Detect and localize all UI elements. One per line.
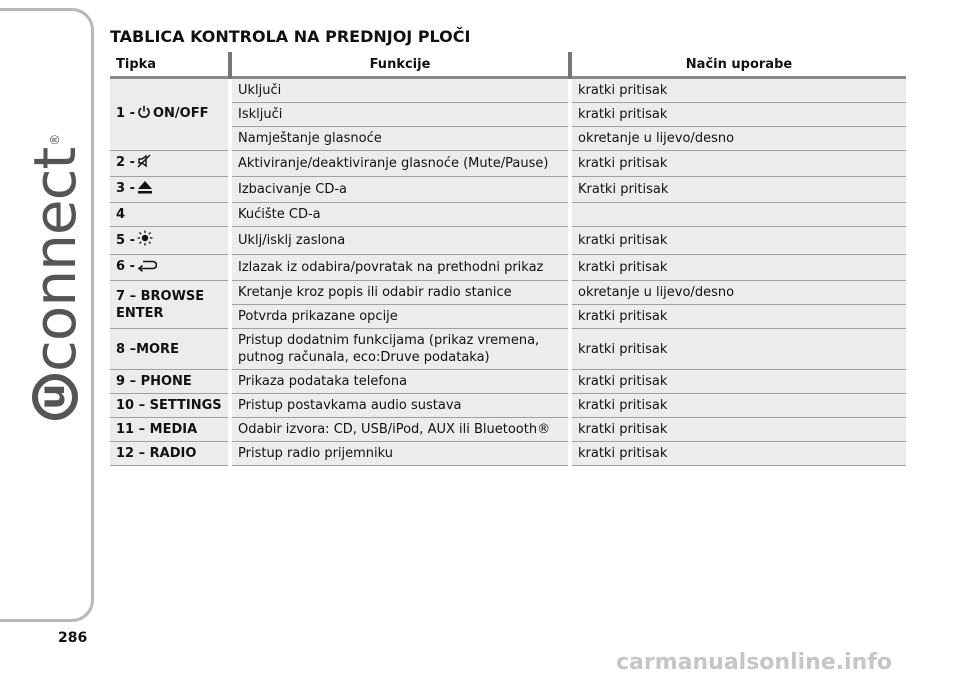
usage-cell: kratki pritisak (570, 394, 906, 418)
function-cell: Odabir izvora: CD, USB/iPod, AUX ili Bluetooth® (230, 418, 570, 442)
function-cell: Pristup dodatnim funkcijama (prikaz vremena, putnog računala, eco:Druve podataka) (230, 329, 570, 370)
key-label: 3 - (116, 181, 135, 196)
table-row (110, 255, 906, 281)
key-cell (110, 418, 230, 442)
usage-cell: kratki pritisak (570, 78, 906, 103)
function-cell: Potvrda prikazane opcije (230, 305, 570, 329)
key-label: 5 - (116, 233, 135, 248)
key-cell (110, 255, 230, 281)
usage-cell: okretanje u lijevo/desno (570, 281, 906, 305)
table-row (110, 442, 906, 466)
key-cell (110, 442, 230, 466)
table-row (110, 305, 906, 329)
function-cell: Aktiviranje/deaktiviranje glasnoće (Mute/Pause) (230, 151, 570, 177)
power-icon (137, 105, 151, 124)
table-row (110, 418, 906, 442)
usage-cell: kratki pritisak (570, 151, 906, 177)
key-label: 9 – PHONE (116, 374, 192, 389)
table-row (110, 227, 906, 255)
key-suffix: ON/OFF (152, 106, 209, 121)
key-label: 6 - (116, 259, 135, 274)
usage-cell: kratki pritisak (570, 418, 906, 442)
page-number: 286 (58, 630, 88, 646)
table-row (110, 281, 906, 305)
table-row (110, 151, 906, 177)
key-label: 1 - (116, 106, 135, 121)
function-cell: Pristup postavkama audio sustava (230, 394, 570, 418)
usage-cell: kratki pritisak (570, 305, 906, 329)
function-cell: Izlazak iz odabira/povratak na prethodni prikaz (230, 255, 570, 281)
function-cell: Uključi (230, 78, 570, 103)
usage-cell: kratki pritisak (570, 329, 906, 370)
key-label: 12 – RADIO (116, 446, 197, 461)
key-cell (110, 394, 230, 418)
function-cell: Kućište CD-a (230, 203, 570, 227)
header-nacin-uporabe: Način uporabe (570, 52, 906, 78)
function-cell: Izbacivanje CD-a (230, 177, 570, 203)
table-row (110, 177, 906, 203)
key-cell (110, 177, 230, 203)
key-cell (110, 78, 230, 151)
eject-icon (137, 180, 153, 199)
table-row (110, 78, 906, 103)
usage-cell: kratki pritisak (570, 255, 906, 281)
key-cell (110, 329, 230, 370)
page-title: TABLICA KONTROLA NA PREDNJOJ PLOČI (110, 27, 471, 46)
table-row (110, 103, 906, 127)
mute-icon (137, 154, 151, 173)
key-cell (110, 227, 230, 255)
key-label: 11 – MEDIA (116, 422, 198, 437)
function-cell: Namještanje glasnoće (230, 127, 570, 151)
table-header-row (110, 52, 906, 78)
usage-cell: kratki pritisak (570, 227, 906, 255)
function-cell: Uklj/isklj zaslona (230, 227, 570, 255)
watermark: carmanualsonline.info (616, 650, 892, 675)
logo-u-letter: u (32, 374, 78, 420)
table-row (110, 329, 906, 370)
header-funkcije: Funkcije (230, 52, 570, 78)
usage-cell: Kratki pritisak (570, 177, 906, 203)
controls-table (110, 52, 906, 466)
key-label: 8 –MORE (116, 341, 179, 357)
function-cell: Isključi (230, 103, 570, 127)
key-label: 10 – SETTINGS (116, 398, 222, 413)
back-icon (137, 260, 157, 277)
key-cell (110, 281, 230, 329)
table-row (110, 127, 906, 151)
uconnect-logo (21, 134, 89, 420)
function-cell: Prikaza podataka telefona (230, 370, 570, 394)
usage-cell: okretanje u lijevo/desno (570, 127, 906, 151)
usage-cell (570, 203, 906, 227)
key-cell (110, 151, 230, 177)
table-row (110, 370, 906, 394)
table-body (110, 78, 906, 466)
key-label: 2 - (116, 155, 135, 170)
display-brightness-icon (137, 230, 153, 251)
usage-cell: kratki pritisak (570, 103, 906, 127)
logo-text: connect (21, 147, 89, 372)
usage-cell: kratki pritisak (570, 370, 906, 394)
header-tipka: Tipka (110, 52, 230, 78)
key-label: 7 – BROWSE ENTER (116, 288, 205, 321)
key-cell (110, 370, 230, 394)
key-cell (110, 203, 230, 227)
table-row (110, 203, 906, 227)
table-row (110, 394, 906, 418)
key-label: 4 (116, 207, 126, 222)
function-cell: Pristup radio prijemniku (230, 442, 570, 466)
usage-cell: kratki pritisak (570, 442, 906, 466)
function-cell: Kretanje kroz popis ili odabir radio stanice (230, 281, 570, 305)
logo-registered-mark: ® (48, 134, 62, 146)
